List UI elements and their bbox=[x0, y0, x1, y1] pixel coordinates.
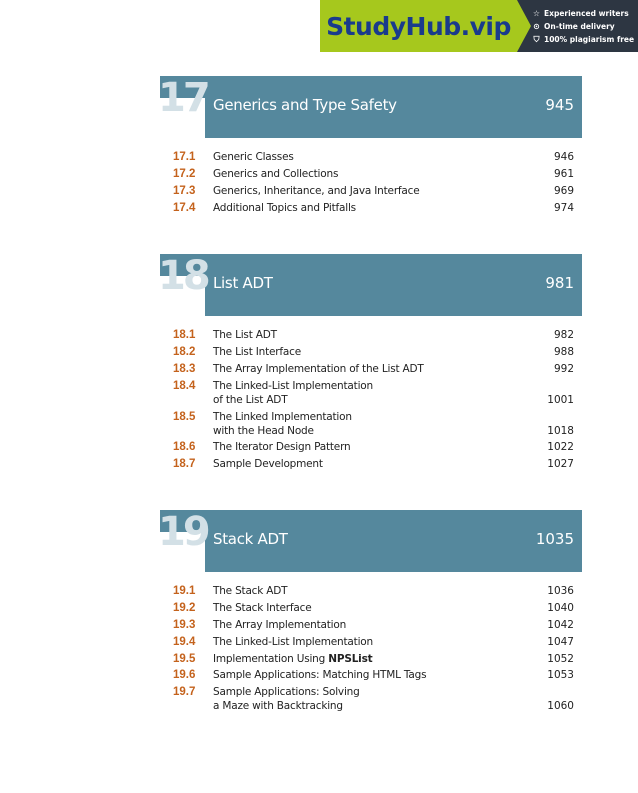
toc-row bbox=[160, 166, 582, 183]
toc-row bbox=[160, 456, 582, 473]
toc-row bbox=[160, 684, 582, 715]
section-number: 18.3 bbox=[173, 362, 196, 375]
section-title: The Array Implementation of the List ADT bbox=[213, 362, 424, 375]
section-number: 18.7 bbox=[173, 458, 196, 471]
section-number: 19.7 bbox=[173, 686, 196, 699]
code-term: NPSList bbox=[328, 652, 373, 665]
section-page: 1040 bbox=[547, 602, 574, 615]
chapter-header bbox=[160, 254, 582, 316]
feature-experienced-writers bbox=[532, 8, 634, 19]
clock-icon: ⊙ bbox=[533, 22, 540, 31]
toc-row bbox=[160, 361, 582, 378]
banner-features bbox=[532, 8, 634, 45]
toc-row bbox=[160, 667, 582, 684]
section-page: 1022 bbox=[547, 441, 574, 454]
toc-row bbox=[160, 439, 582, 456]
section-title: Generics and Collections bbox=[213, 168, 339, 181]
section-list bbox=[160, 327, 582, 472]
toc-row bbox=[160, 344, 582, 361]
brand-logo[interactable] bbox=[320, 0, 517, 52]
feature-label: On-time delivery bbox=[544, 22, 615, 31]
toc-row bbox=[160, 583, 582, 600]
feature-on-time-delivery bbox=[532, 21, 634, 32]
section-page: 974 bbox=[553, 201, 574, 214]
section-title: Sample Applications: Matching HTML Tags bbox=[213, 669, 427, 682]
section-number: 17.3 bbox=[173, 184, 196, 197]
section-title: Generic Classes bbox=[213, 151, 294, 164]
section-title: The List Interface bbox=[213, 346, 301, 359]
section-title: Sample Applications: Solving a Maze with Backtracking bbox=[213, 686, 360, 713]
section-title: The Stack ADT bbox=[213, 585, 288, 598]
section-title: The List ADT bbox=[213, 329, 277, 342]
section-number: 18.5 bbox=[173, 410, 196, 423]
section-page: 1036 bbox=[547, 585, 574, 598]
section-page: 1060 bbox=[547, 700, 574, 713]
section-title: The Array Implementation bbox=[213, 618, 347, 631]
chapter-17 bbox=[160, 76, 582, 216]
section-page: 1042 bbox=[547, 618, 574, 631]
chapter-number: 18 bbox=[158, 253, 208, 299]
toc-row bbox=[160, 633, 582, 650]
toc-row bbox=[160, 600, 582, 617]
section-number: 19.6 bbox=[173, 669, 196, 682]
section-number: 17.1 bbox=[173, 151, 196, 164]
toc-row bbox=[160, 183, 582, 200]
section-list bbox=[160, 149, 582, 216]
section-number: 17.2 bbox=[173, 168, 196, 181]
feature-plagiarism-free bbox=[532, 34, 634, 45]
feature-label: Experienced writers bbox=[544, 9, 629, 18]
star-icon: ☆ bbox=[532, 9, 541, 18]
chapter-page: 945 bbox=[545, 96, 574, 114]
section-number: 18.4 bbox=[173, 379, 196, 392]
section-list bbox=[160, 583, 582, 714]
section-title: The Linked Implementation with the Head Node bbox=[213, 410, 352, 437]
studyhub-banner[interactable] bbox=[320, 0, 638, 52]
section-page: 961 bbox=[553, 168, 574, 181]
section-number: 19.4 bbox=[173, 635, 196, 648]
section-page: 1001 bbox=[547, 393, 574, 406]
section-page: 1027 bbox=[547, 458, 574, 471]
toc-row bbox=[160, 377, 582, 408]
section-title: Sample Development bbox=[213, 458, 323, 471]
section-number: 18.1 bbox=[173, 329, 196, 342]
section-page: 969 bbox=[553, 184, 574, 197]
section-page: 1053 bbox=[547, 669, 574, 682]
chapter-title: Stack ADT bbox=[213, 530, 288, 548]
section-page: 1052 bbox=[547, 652, 574, 665]
section-number: 19.5 bbox=[173, 652, 196, 665]
section-title: Additional Topics and Pitfalls bbox=[213, 201, 356, 214]
chapter-18 bbox=[160, 254, 582, 472]
chapter-19 bbox=[160, 510, 582, 714]
section-title: The Linked-List Implementation bbox=[213, 635, 373, 648]
section-title: The Iterator Design Pattern bbox=[213, 441, 351, 454]
section-title: Implementation Using NPSList bbox=[213, 652, 373, 665]
section-number: 17.4 bbox=[173, 201, 196, 214]
shield-icon: ⛉ bbox=[533, 35, 540, 44]
section-title: The Linked-List Implementation of the List ADT bbox=[213, 379, 373, 406]
section-title: The Stack Interface bbox=[213, 602, 312, 615]
toc-row bbox=[160, 408, 582, 439]
section-number: 18.6 bbox=[173, 441, 196, 454]
chapter-number: 19 bbox=[158, 509, 208, 555]
section-page: 982 bbox=[553, 329, 574, 342]
section-page: 988 bbox=[553, 346, 574, 359]
section-page: 1047 bbox=[547, 635, 574, 648]
chapter-page: 1035 bbox=[535, 530, 574, 548]
section-page: 946 bbox=[553, 151, 574, 164]
chapter-header bbox=[160, 510, 582, 572]
section-number: 18.2 bbox=[173, 346, 196, 359]
chapter-title: Generics and Type Safety bbox=[213, 96, 397, 114]
feature-label: 100% plagiarism free bbox=[544, 35, 635, 44]
section-page: 992 bbox=[553, 362, 574, 375]
toc-row bbox=[160, 199, 582, 216]
toc-row bbox=[160, 617, 582, 634]
toc-row bbox=[160, 650, 582, 667]
chapter-header bbox=[160, 76, 582, 138]
brand-name: StudyHub.vip bbox=[326, 11, 511, 41]
section-page: 1018 bbox=[547, 424, 574, 437]
section-title: Generics, Inheritance, and Java Interface bbox=[213, 184, 420, 197]
brand-arrow-decoration bbox=[517, 0, 531, 52]
section-number: 19.2 bbox=[173, 602, 196, 615]
chapter-page: 981 bbox=[545, 274, 574, 292]
chapter-title: List ADT bbox=[213, 274, 273, 292]
toc-row bbox=[160, 327, 582, 344]
section-number: 19.3 bbox=[173, 618, 196, 631]
section-number: 19.1 bbox=[173, 585, 196, 598]
toc-row bbox=[160, 149, 582, 166]
chapter-number: 17 bbox=[158, 75, 208, 121]
